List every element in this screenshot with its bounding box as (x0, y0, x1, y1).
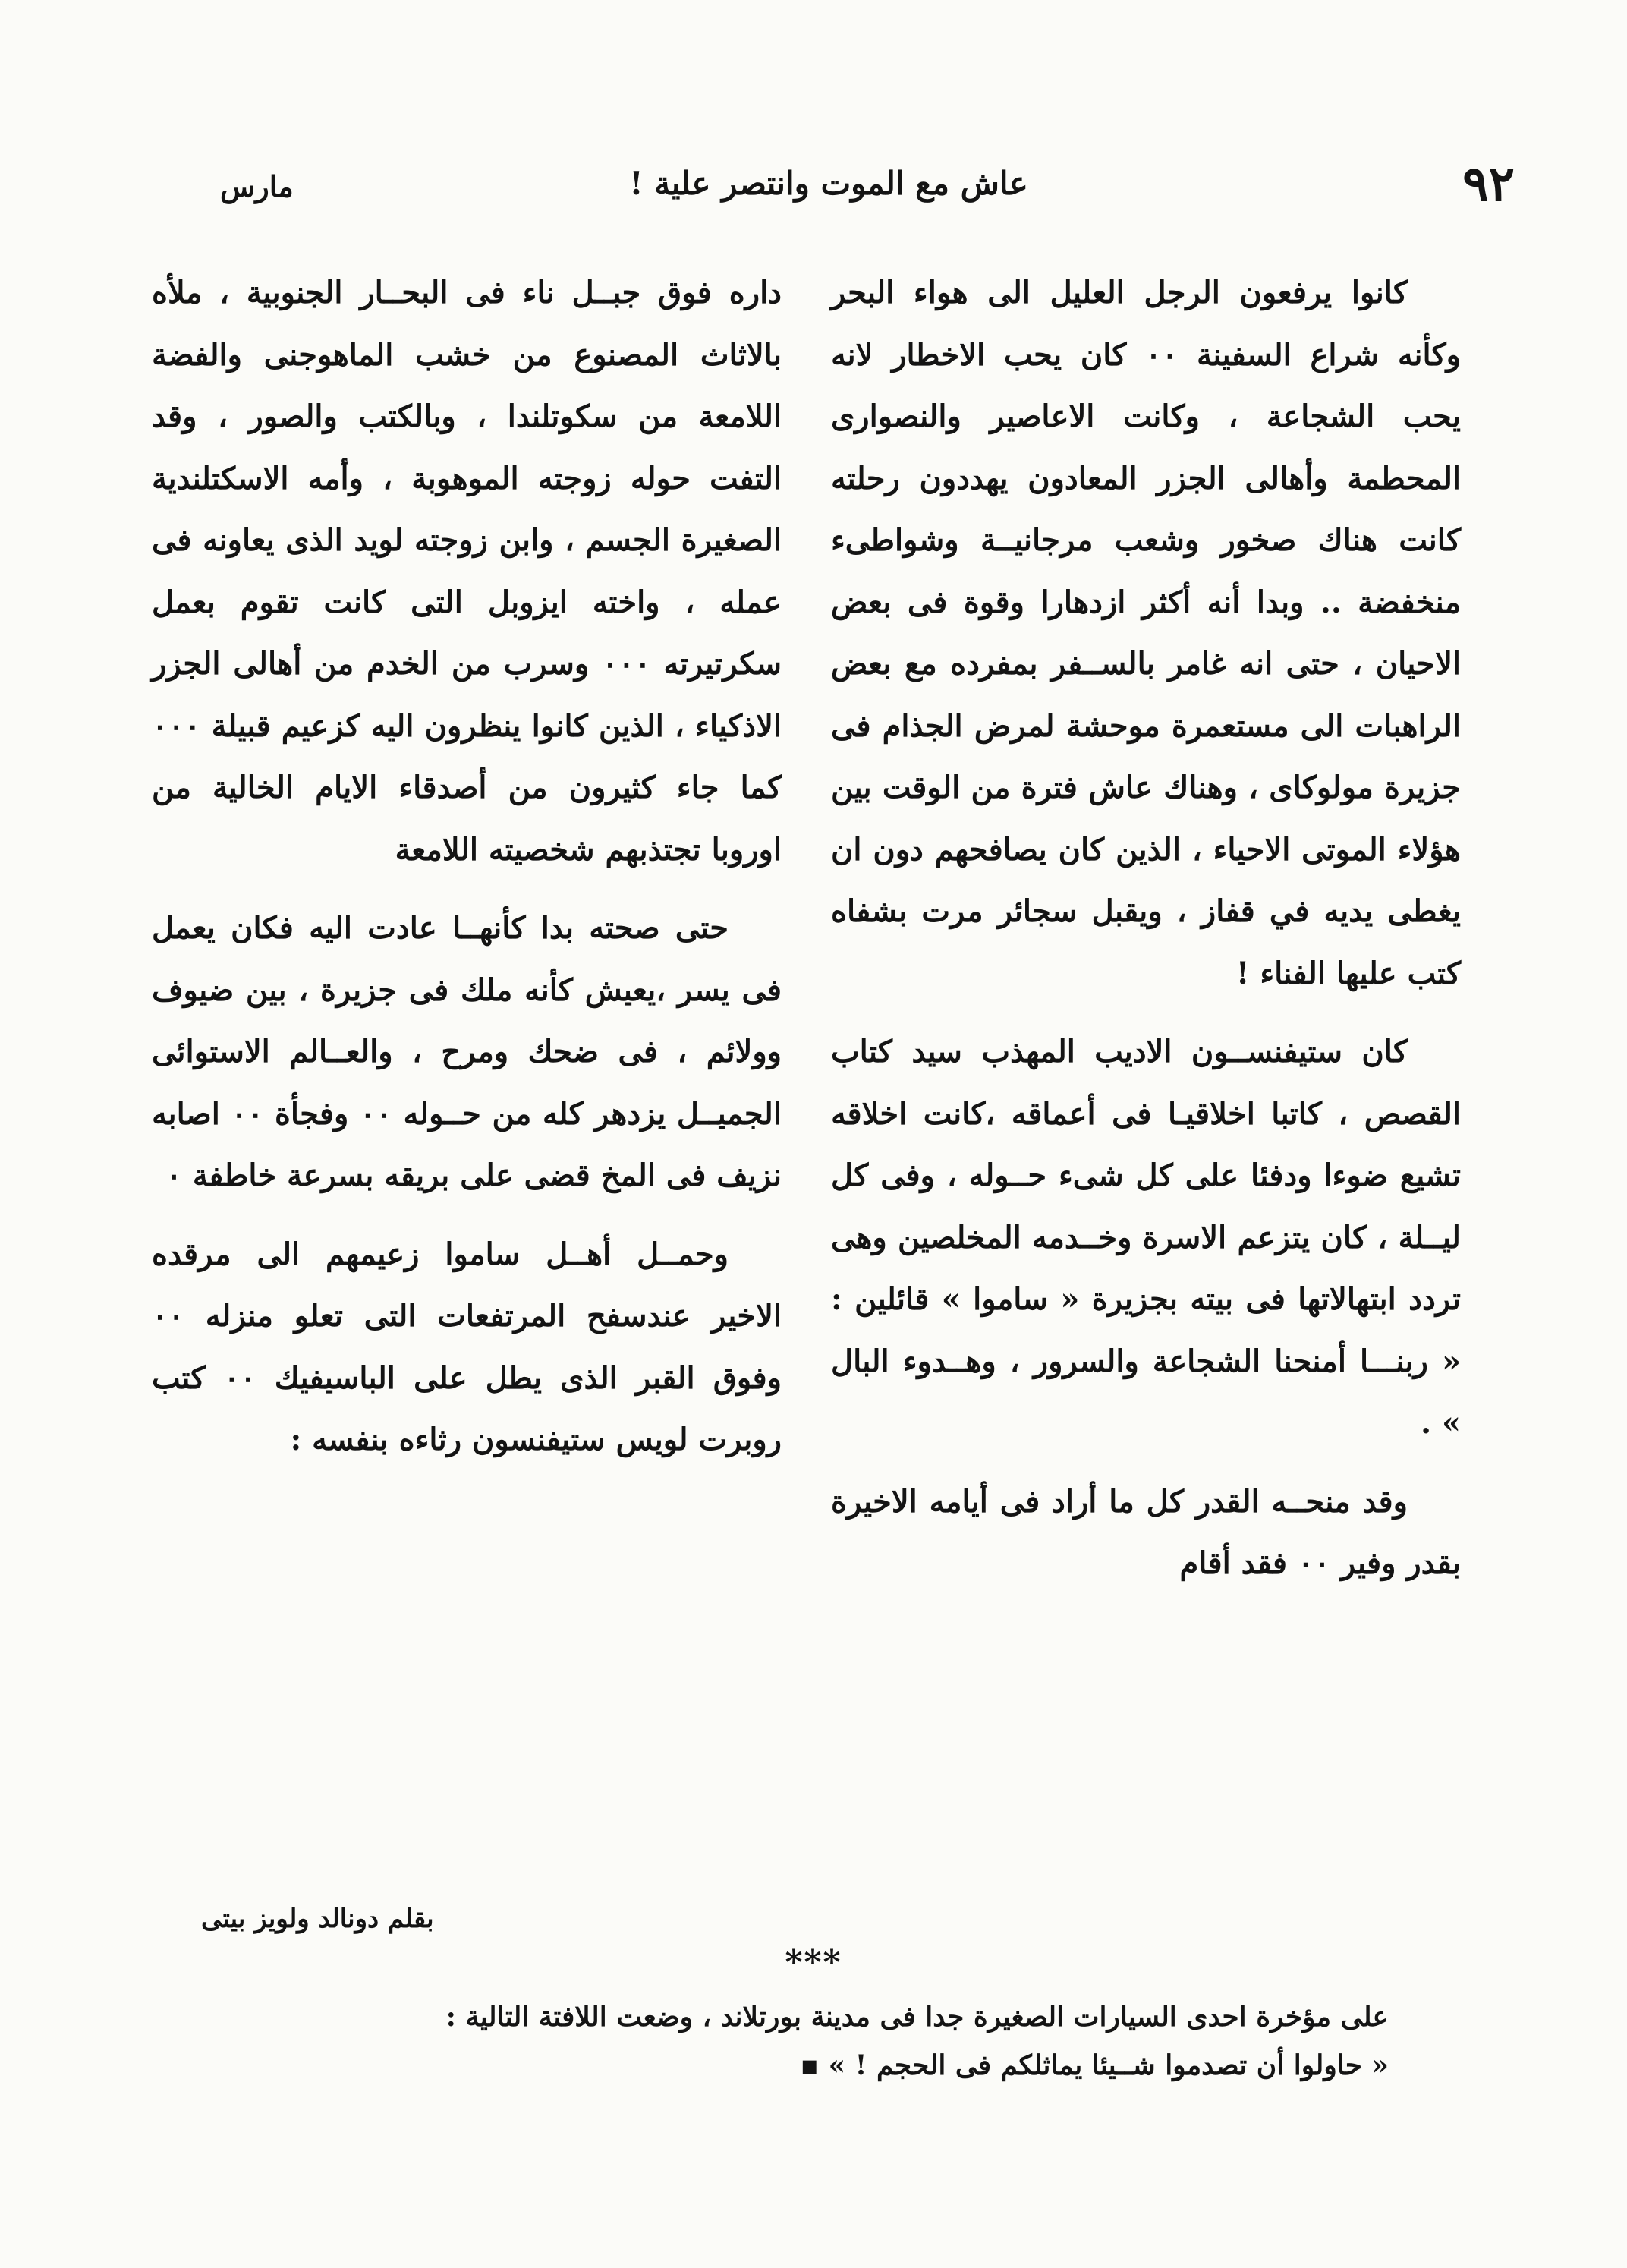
page-number: ٩٢ (1462, 156, 1515, 213)
article-column-right (831, 262, 1461, 1595)
paragraph: حتى صحته بدا كأنهــا عادت اليه فكان يعمل فى يسر ،يعيش كأنه ملك فى جزيرة ، بين ضيوف وولائم ، فى ضحك ومرح ، والعــالم الاستوائى الجميــل يزدهر كله من حــوله ٠٠ وفجأة ٠٠ اصابه نزيف فى المخ قضى على بريقه بسرعة خاطفة ٠ (152, 910, 782, 1193)
page-header (0, 156, 1627, 224)
paragraph: داره فوق جبــل ناء فى البحــار الجنوبية ، ملأه بالاثاث المصنوع من خشب الماهوجنى والفضة اللامعة من سكوتلندا ، وبالكتب والصور ، وقد التفت حوله زوجته الموهوبة ، وأمه الاسكتلندية الصغيرة الجسم ، وابن زوجته لويد الذى يعاونه فى عمله ، واخته ايزوبل التى كانت تقوم بعمل سكرتيرته ٠٠٠ وسرب من الخدم من أهالى الجزر الاذكياء ، الذين كانوا ينظرون اليه كزعيم قبيلة ٠٠٠ كما جاء كثيرون من أصدقاء الايام الخالية من اوروبا تجتذبهم شخصيته اللامعة (152, 275, 782, 868)
issue-month: مارس (220, 169, 294, 203)
section-separator: *** (785, 1943, 842, 1982)
paragraph: كان ستيفنســون الاديب المهذب سيد كتاب القصص ، كاتبا اخلاقيـا فى أعماقه ،كانت اخلاقه تشيع ضوءا ودفئا على كل شىء حــوله ، وفى كل ليــلة ، كان يتزعم الاسرة وخــدمه المخلصين وهى تردد ابتهالاتها فى بيته بجزيرة « ساموا » قائلين : « ربنـــا أمنحنا الشجاعة والسرور ، وهــدوء البال » . (831, 1034, 1462, 1441)
paragraph: وحمــل أهــل ساموا زعيمهم الى مرقده الاخير عندسفح المرتفعات التى تعلو منزله ٠٠ وفوق القبر الذى يطل على الباسيفيك ٠٠ كتب روبرت لويس ستيفنسون رثاءه بنفسه : (152, 1236, 782, 1457)
anecdote-line: على مؤخرة احدى السيارات الصغيرة جدا فى مدينة بورتلاند ، وضعت اللافتة التالية : (445, 2001, 1389, 2033)
author-byline: بقلم دونالد ولويز بيتى (201, 1904, 434, 1934)
anecdote-box (326, 1992, 1389, 2090)
anecdote-quote: « حاولوا أن تصدموا شــيئا يماثلكم فى الحجم ! » ▪ (800, 2049, 1389, 2081)
paragraph: وقد منحــه القدر كل ما أراد فى أيامه الاخيرة بقدر وفير ٠٠ فقد أقام (831, 1483, 1461, 1581)
article-column-left (152, 262, 782, 1471)
running-title-text: عاش مع الموت وانتصر علية ! (629, 165, 1028, 202)
paragraph: كانوا يرفعون الرجل العليل الى هواء البحر وكأنه شراع السفينة ٠٠ كان يحب الاخطار لانه يحب الشجاعة ، وكانت الاعاصير والنصوارى المحطمة وأهالى الجزر المعادون يهددون رحلته كانت هناك صخور وشعب مرجانيــة وشواطىء منخفضة .. وبدا أنه أكثر ازدهارا وقوة فى بعض الاحيان ، حتى انه غامر بالســفر بمفرده مع بعض الراهبات الى مستعمرة موحشة لمرض الجذام فى جزيرة مولوكاى ، وهناك عاش فترة من الوقت بين هؤلاء الموتى الاحياء ، الذين كان يصافحهم دون ان يغطى يديه في قفاز ، ويقبل سجائر مرت بشفاه كتب عليها الفناء ! (831, 275, 1461, 991)
